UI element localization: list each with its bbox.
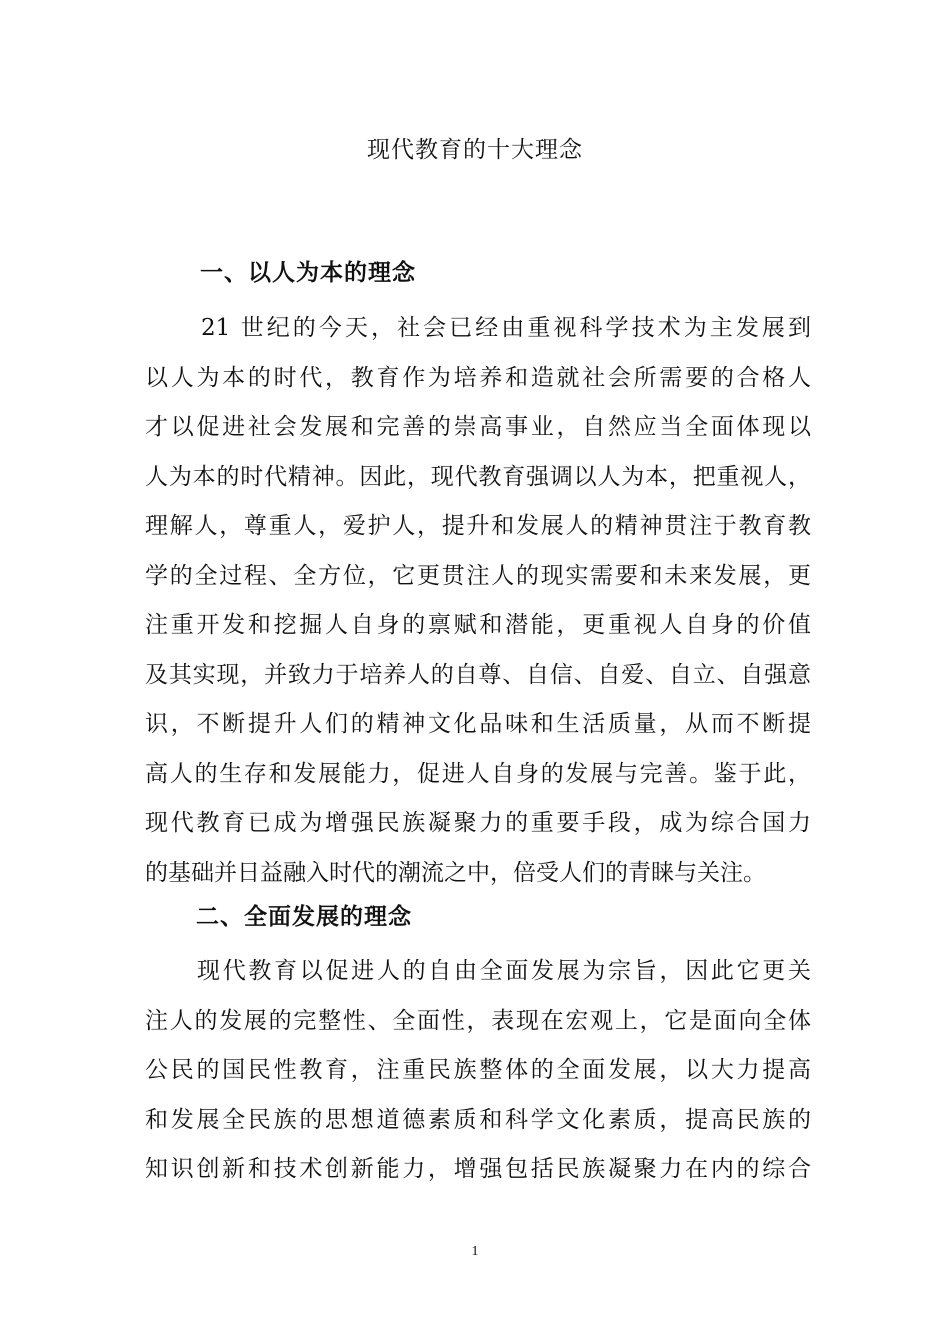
paragraph-line: 学的全过程、全方位，它更贯注人的现实需要和未来发展，更 [145,562,811,589]
paragraph-line: 以人为本的时代，教育作为培养和造就社会所需要的合格人 [145,364,811,391]
paragraph-line: 理解人，尊重人，爱护人，提升和发展人的精神贯注于教育教 [145,513,811,539]
section-heading-1: 一、以人为本的理念 [200,260,416,286]
paragraph-line: 识，不断提升人们的精神文化品味和生活质量，从而不断提 [145,711,811,737]
paragraph-line: 注重开发和挖掘人自身的禀赋和潜能，更重视人自身的价值 [145,612,811,638]
paragraph-line: 公民的国民性教育，注重民族整体的全面发展，以大力提高 [145,1057,811,1083]
paragraph-line: 注人的发展的完整性、全面性，表现在宏观上，它是面向全体 [145,1007,811,1034]
paragraph-line: 才以促进社会发展和完善的崇高事业，自然应当全面体现以 [145,414,811,440]
page-number: 1 [471,1244,479,1259]
paragraph-line: 知识创新和技术创新能力，增强包括民族凝聚力在内的综合 [145,1156,811,1182]
section-heading-2: 二、全面发展的理念 [196,904,412,930]
section-2-paragraph [145,947,811,1195]
paragraph-line: 和发展全民族的思想道德素质和科学文化素质，提高民族的 [145,1106,811,1133]
paragraph-line: 高人的生存和发展能力，促进人自身的发展与完善。鉴于此， [145,760,811,787]
paragraph-line: 现代教育以促进人的自由全面发展为宗旨，因此它更关 [197,958,811,984]
paragraph-line: 21 世纪的今天，社会已经由重视科学技术为主发展到 [201,315,811,341]
paragraph-line: 现代教育已成为增强民族凝聚力的重要手段，成为综合国力 [145,810,811,836]
paragraph-line: 的基础并日益融入时代的潮流之中，倍受人们的青睐与关注。 [145,859,766,886]
section-1-paragraph [145,304,811,898]
paragraph-line: 及其实现，并致力于培养人的自尊、自信、自爱、自立、自强意 [145,661,811,688]
document-title: 现代教育的十大理念 [367,137,583,163]
paragraph-line: 人为本的时代精神。因此，现代教育强调以人为本，把重视人， [145,463,811,490]
